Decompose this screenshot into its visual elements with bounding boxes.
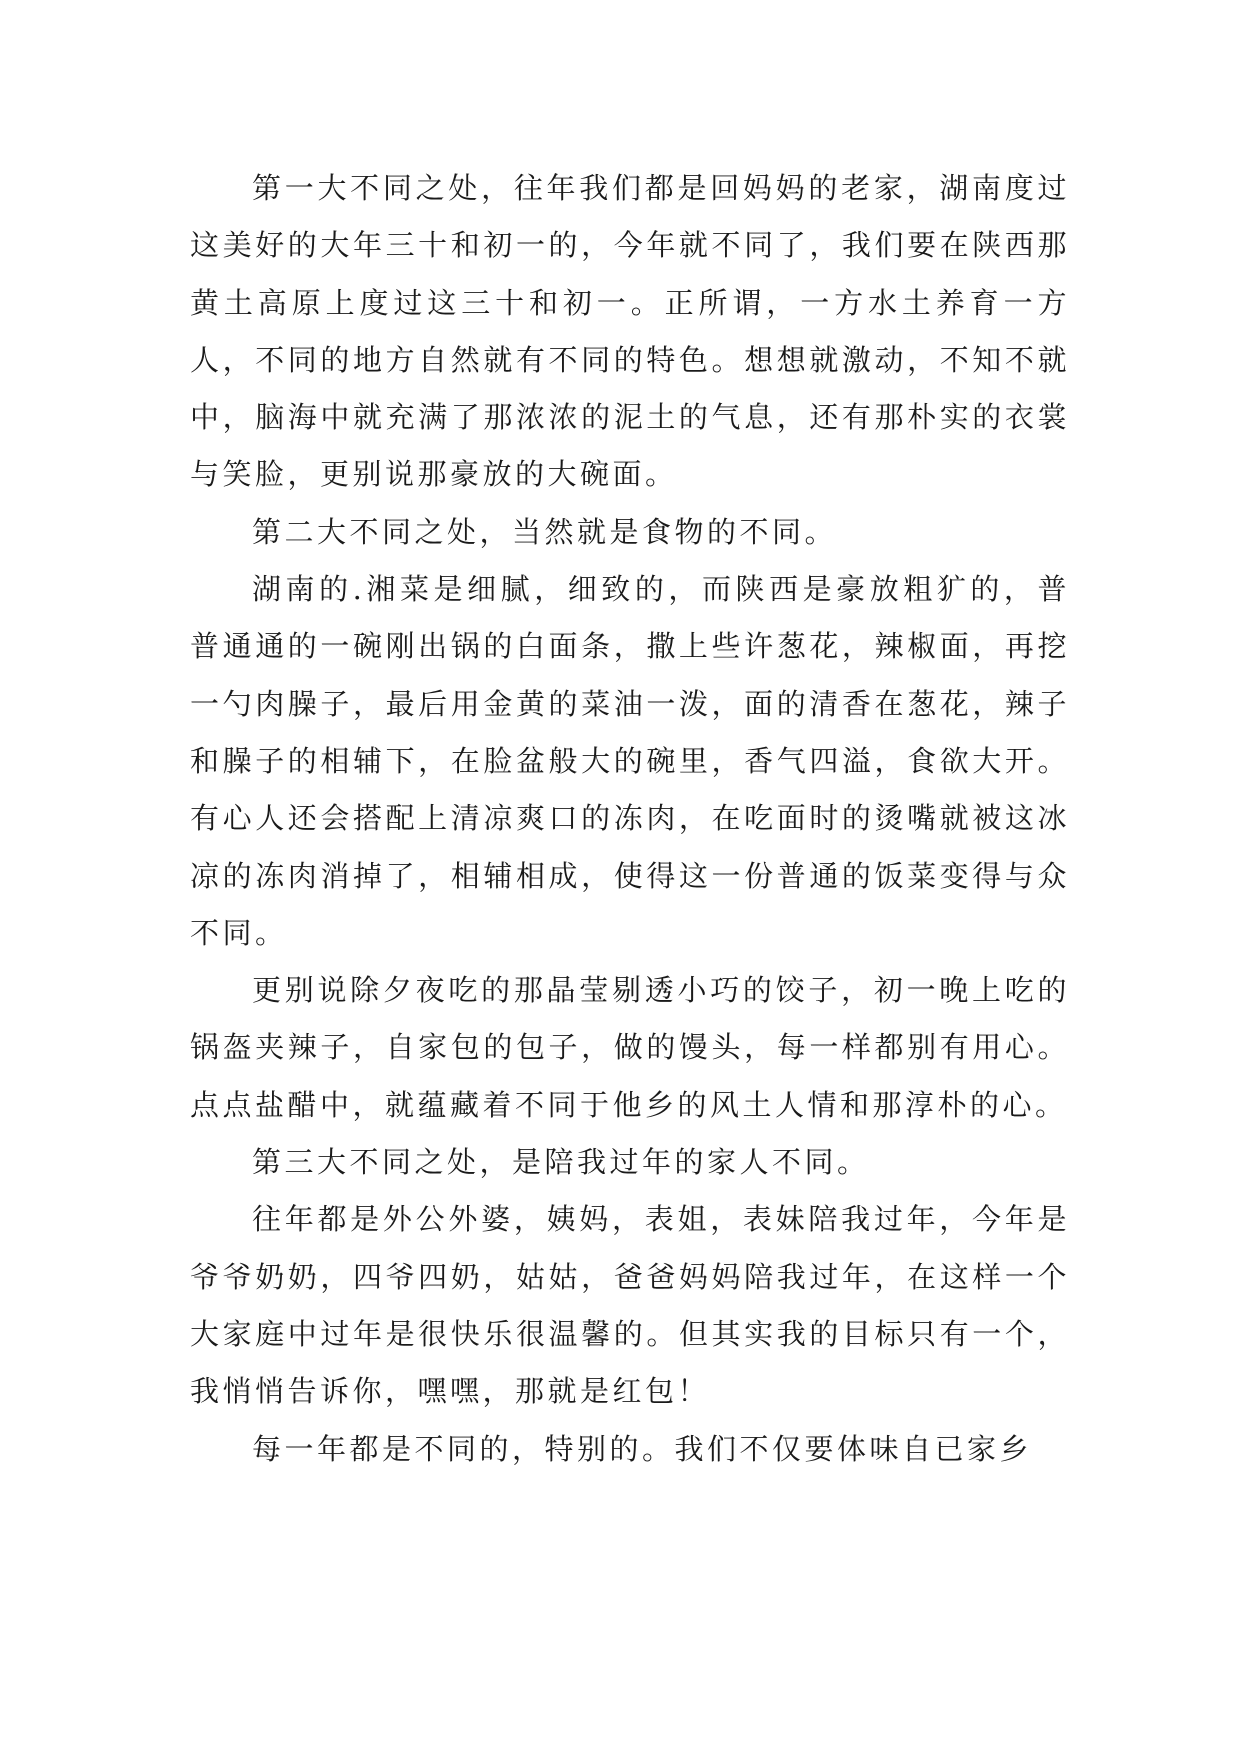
paragraph-7: 每一年都是不同的，特别的。我们不仅要体味自已家乡	[252, 1431, 1033, 1466]
paragraph-6: 往年都是外公外婆，姨妈，表姐，表妹陪我过年，今年是爷爷奶奶，四爷四奶，姑姑，爸爸妈妈陪我过年，在这样一个大家庭中过年是很快乐很温馨的。但其实我的目标只有一个，我悄悄告诉你，嘿嘿，那就是红包！	[190, 1202, 1070, 1409]
paragraph-3: 湖南的.湘菜是细腻，细致的，而陕西是豪放粗犷的，普普通通的一碗刚出锅的白面条，撒上些许葱花，辣椒面，再挖一勺肉臊子，最后用金黄的菜油一泼，面的清香在葱花，辣子和臊子的相辅下，在脸盆般大的碗里，香气四溢，食欲大开。有心人还会搭配上清凉爽口的冻肉，在吃面时的烫嘴就被这冰凉的冻肉消掉了，相辅相成，使得这一份普通的饭菜变得与众不同。	[190, 572, 1070, 950]
paragraph-5: 第三大不同之处，是陪我过年的家人不同。	[252, 1145, 870, 1180]
document-body	[190, 160, 1070, 1478]
paragraph-4: 更别说除夕夜吃的那晶莹剔透小巧的饺子，初一晚上吃的锅盔夹辣子，自家包的包子，做的馒头，每一样都别有用心。点点盐醋中，就蕴藏着不同于他乡的风土人情和那淳朴的心。	[190, 973, 1070, 1122]
paragraph-1: 第一大不同之处，往年我们都是回妈妈的老家，湖南度过这美好的大年三十和初一的，今年就不同了，我们要在陕西那黄土高原上度过这三十和初一。正所谓，一方水土养育一方人，不同的地方自然就有不同的特色。想想就激动，不知不就中，脑海中就充满了那浓浓的泥土的气息，还有那朴实的衣裳与笑脸，更别说那豪放的大碗面。	[190, 171, 1070, 492]
paragraph-2: 第二大不同之处，当然就是食物的不同。	[252, 514, 838, 549]
